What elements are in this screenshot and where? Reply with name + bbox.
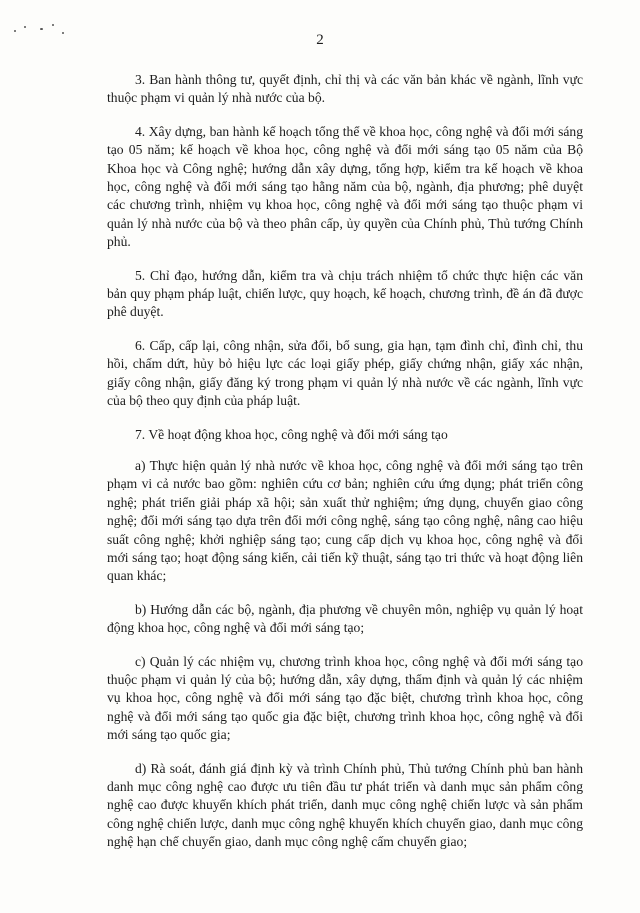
paragraph-7b: b) Hướng dẫn các bộ, ngành, địa phương về chuyên môn, nghiệp vụ quản lý hoạt động khoa học, công nghệ và đổi mới sáng tạo;	[107, 601, 583, 636]
paragraph-4: 4. Xây dựng, ban hành kế hoạch tổng thể về khoa học, công nghệ và đổi mới sáng tạo 05 năm; kế hoạch về khoa học, công nghệ và đổi mới sáng tạo 05 năm của Bộ Khoa học và Công nghệ; hướng dẫn xây dựng, tổng hợp, kiểm tra kế hoạch về khoa học, công nghệ và đổi mới sáng tạo hằng năm của bộ, ngành, địa phương; phê duyệt các chương trình, nhiệm vụ khoa học, công nghệ và đổi mới sáng tạo thuộc phạm vi quản lý nhà nước của bộ và theo phân cấp, ủy quyền của Chính phủ, Thủ tướng Chính phủ.	[107, 123, 583, 250]
paragraph-3: 3. Ban hành thông tư, quyết định, chỉ thị và các văn bản khác về ngành, lĩnh vực thuộc phạm vi quản lý nhà nước của bộ.	[107, 72, 583, 106]
paragraph-7d: d) Rà soát, đánh giá định kỳ và trình Chính phủ, Thủ tướng Chính phủ ban hành danh mục công nghệ cao được ưu tiên đầu tư phát triển và danh mục sản phẩm công nghệ cao được khuyến khích phát triển, danh mục công nghệ chiến lược và sản phẩm công nghệ chiến lược, danh mục công nghệ khuyến khích chuyển giao, danh mục công nghệ hạn chế chuyển giao, danh mục công nghệ cấm chuyển giao;	[107, 760, 583, 850]
paragraph-7a: a) Thực hiện quản lý nhà nước về khoa học, công nghệ và đổi mới sáng tạo trên phạm vi cả nước bao gồm: nghiên cứu cơ bản; nghiên cứu ứng dụng; phát triển công nghệ; phát triển giải pháp xã hội; sản xuất thử nghiệm; ứng dụng, chuyển giao công nghệ; đổi mới sáng tạo dựa trên đổi mới công nghệ, sáng tạo công nghệ, nâng cao hiệu suất công nghệ; khởi nghiệp sáng tạo; cung cấp dịch vụ khoa học, công nghệ và đổi mới sáng tạo; hoạt động sáng kiến, cải tiến kỹ thuật, sáng tạo tri thức và hoạt động liên quan khác;	[107, 457, 583, 584]
paragraph-6: 6. Cấp, cấp lại, công nhận, sửa đổi, bổ sung, gia hạn, tạm đình chỉ, đình chỉ, thu hồi, chấm dứt, hủy bỏ hiệu lực các loại giấy phép, giấy chứng nhận, giấy xác nhận, giấy công nhận, giấy đăng ký trong phạm vi quản lý nhà nước về các ngành, lĩnh vực của bộ theo quy định của pháp luật.	[107, 337, 583, 409]
page-number: 2	[316, 32, 324, 48]
paragraph-5: 5. Chỉ đạo, hướng dẫn, kiểm tra và chịu trách nhiệm tổ chức thực hiện các văn bản quy phạm pháp luật, chiến lược, quy hoạch, kế hoạch, chương trình, đề án đã được phê duyệt.	[107, 267, 583, 320]
document-body	[107, 71, 583, 867]
paragraph-7-heading: 7. Về hoạt động khoa học, công nghệ và đổi mới sáng tạo	[135, 426, 448, 442]
paragraph-7c: c) Quản lý các nhiệm vụ, chương trình khoa học, công nghệ và đổi mới sáng tạo thuộc phạm vi quản lý của bộ; hướng dẫn, xây dựng, thẩm định và quản lý các nhiệm vụ khoa học, công nghệ và đổi mới sáng tạo đặc biệt, chương trình khoa học, công nghệ và đổi mới sáng tạo quốc gia đặc biệt, chương trình khoa học, công nghệ và đổi mới sáng tạo quốc gia;	[107, 653, 583, 743]
